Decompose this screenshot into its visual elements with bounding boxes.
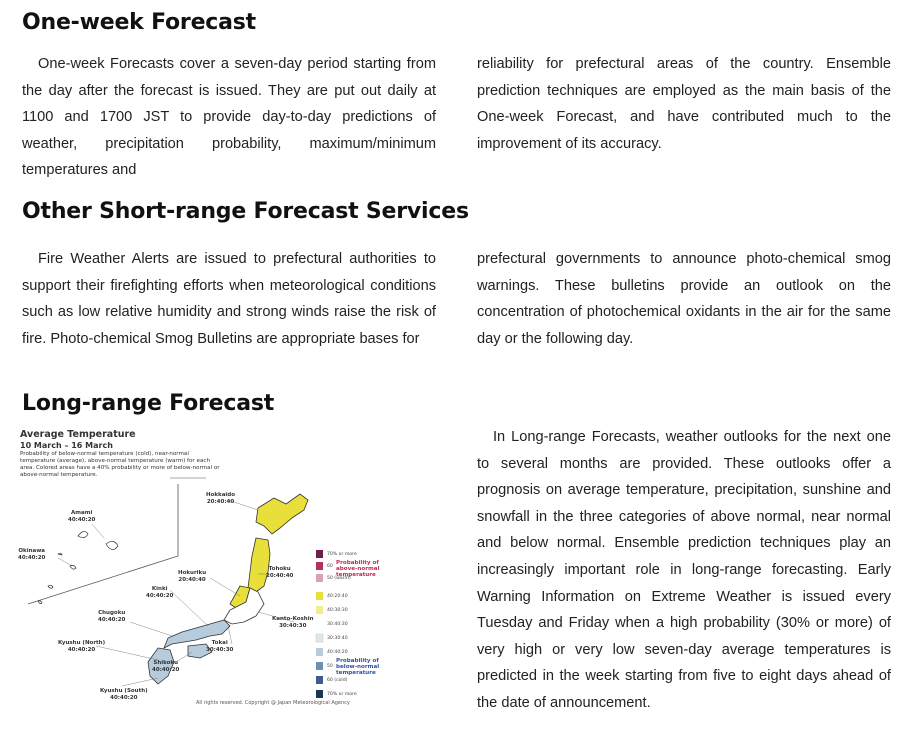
region-label: Kyushu (South) 40:40:20 (100, 688, 148, 701)
region-label: Kinki 40:40:20 (146, 586, 174, 599)
legend-label: 40:20:40 (327, 594, 348, 599)
region-label: Amami 40:40:20 (68, 510, 96, 523)
legend-below-title: Probability of below-normal temperature (336, 658, 380, 677)
legend-label: 70% or more (327, 552, 357, 557)
map-description: Probability of below-normal temperature (cold), near-normal temperature (average), above-normal temperature (warm) for each area. Colored areas have a 40% probability or more of below-normal or above-normal temperature. (20, 451, 220, 478)
region-label: Tokai 30:40:30 (206, 640, 234, 653)
legend-label: 30:30:40 (327, 636, 348, 641)
region-label: Tohoku 20:40:40 (266, 566, 294, 579)
one-week-text-left: One-week Forecasts cover a seven-day period starting from the day after the forecast is issued. They are put out daily at 1100 and 1700 JST to provide day-to-day predictions of weather, precipitation probability, maximum/minimum temperatures and (22, 56, 436, 179)
legend-label: 30:40:30 (327, 622, 348, 627)
long-range-text-right: In Long-range Forecasts, weather outlooks for the next one to several months are provided. These outlooks offer a prognosis on average temperature, precipitation, sunshine and snowfall in the three categories of above normal, near normal and below normal. Ensemble prediction techniques play an increasingly important role in long-range forecasting. Early Warning Information on Extreme Weather is issued every Tuesday and Friday when a high probability (30% or more) of very high or very low seven-day average temperatures is predicted in the week starting from five to eight days ahead of the date of announcement. (477, 429, 891, 711)
region-tohoku (248, 538, 270, 592)
heading-one-week-forecast: One-week Forecast (22, 10, 256, 35)
region-label: Chugoku 40:40:20 (98, 610, 126, 623)
legend-swatches (316, 550, 323, 698)
region-label: Shikoku 40:40:20 (152, 660, 180, 673)
short-range-text-left: Fire Weather Alerts are issued to prefectural authorities to support their firefighting efforts when meteorological conditions such as low relative humidity and strong winds raise the risk of fire. Photo-chemical Smog Bulletins are appropriate bases for (22, 251, 436, 347)
map-copyright: All rights reserved. Copyright @ Japan Meteorological Agency (196, 700, 350, 706)
legend-label: 40:40:20 (327, 650, 348, 655)
region-label: Hokkaido 20:40:40 (206, 492, 236, 505)
map-title: Average Temperature (20, 429, 136, 440)
southwest-islands (38, 531, 118, 603)
legend-label: 40:30:30 (327, 608, 348, 613)
legend-label: 60 (cold) (327, 678, 348, 683)
legend-label: 50 (warm) (327, 576, 351, 581)
map-date: 10 March – 16 March (20, 441, 113, 450)
short-range-text-right: prefectural governments to announce photo-chemical smog warnings. These bulletins provide an outlook on the concentration of photochemical oxidants in the air for the same day or the following day. (477, 251, 891, 347)
heading-long-range-forecast: Long-range Forecast (22, 391, 275, 416)
one-week-text-right: reliability for prefectural areas of the country. Ensemble prediction techniques are employed as the main basis of the One-week Forecast, and have contributed much to the improvement of its accuracy. (477, 56, 891, 152)
legend-label: 60 (327, 564, 333, 569)
region-label: Kanto-Koshin 30:40:30 (272, 616, 314, 629)
legend-label: 50 (327, 664, 333, 669)
heading-short-range-services: Other Short-range Forecast Services (22, 199, 469, 224)
region-label: Kyushu (North) 40:40:20 (58, 640, 106, 653)
region-label: Hokuriku 20:40:40 (178, 570, 207, 583)
region-label: Okinawa 40:40:20 (18, 548, 46, 561)
legend-label: 70% or more (327, 692, 357, 697)
region-hokkaido (256, 494, 308, 534)
average-temperature-map (18, 426, 396, 714)
legend-above-title: Probability of above-normal temperature (336, 560, 380, 579)
